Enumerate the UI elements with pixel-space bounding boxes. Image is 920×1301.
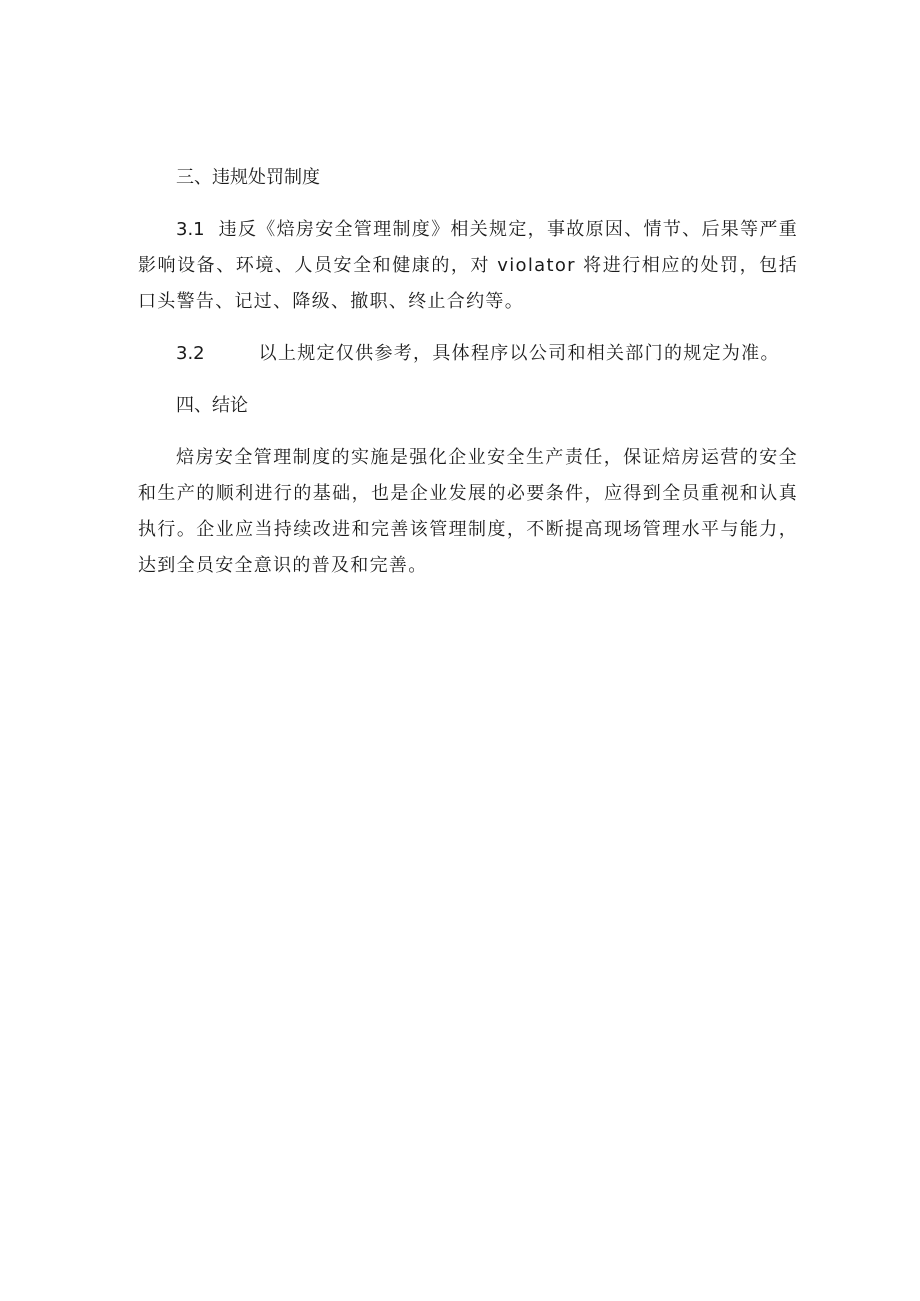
conclusion-paragraph: 焙房安全管理制度的实施是强化企业安全生产责任，保证焙房运营的安全和生产的顺利进行的基础，也是企业发展的必要条件，应得到全员重视和认真执行。企业应当持续改进和完善该管理制度，不断提高现场管理水平与能力，达到全员安全意识的普及和完善。 [138, 447, 798, 576]
section-4-heading: 四、结论 [176, 395, 248, 416]
clause-3-1-text: 违反《焙房安全管理制度》相关规定，事故原因、情节、后果等严重影响设备、环境、人员安全和健康的，对 violator 将进行相应的处罚，包括口头警告、记过、降级、撤职、终止合约等。 [138, 219, 798, 312]
document-content [138, 160, 798, 600]
clause-3-2-text: 以上规定仅供参考，具体程序以公司和相关部门的规定为准。 [258, 343, 780, 364]
clause-3-2 [138, 336, 798, 372]
clause-3-1-number: 3.1 [176, 219, 205, 240]
section-3-heading: 三、违规处罚制度 [176, 167, 320, 188]
clause-3-2-number: 3.2 [176, 343, 205, 364]
clause-3-1 [138, 212, 798, 320]
